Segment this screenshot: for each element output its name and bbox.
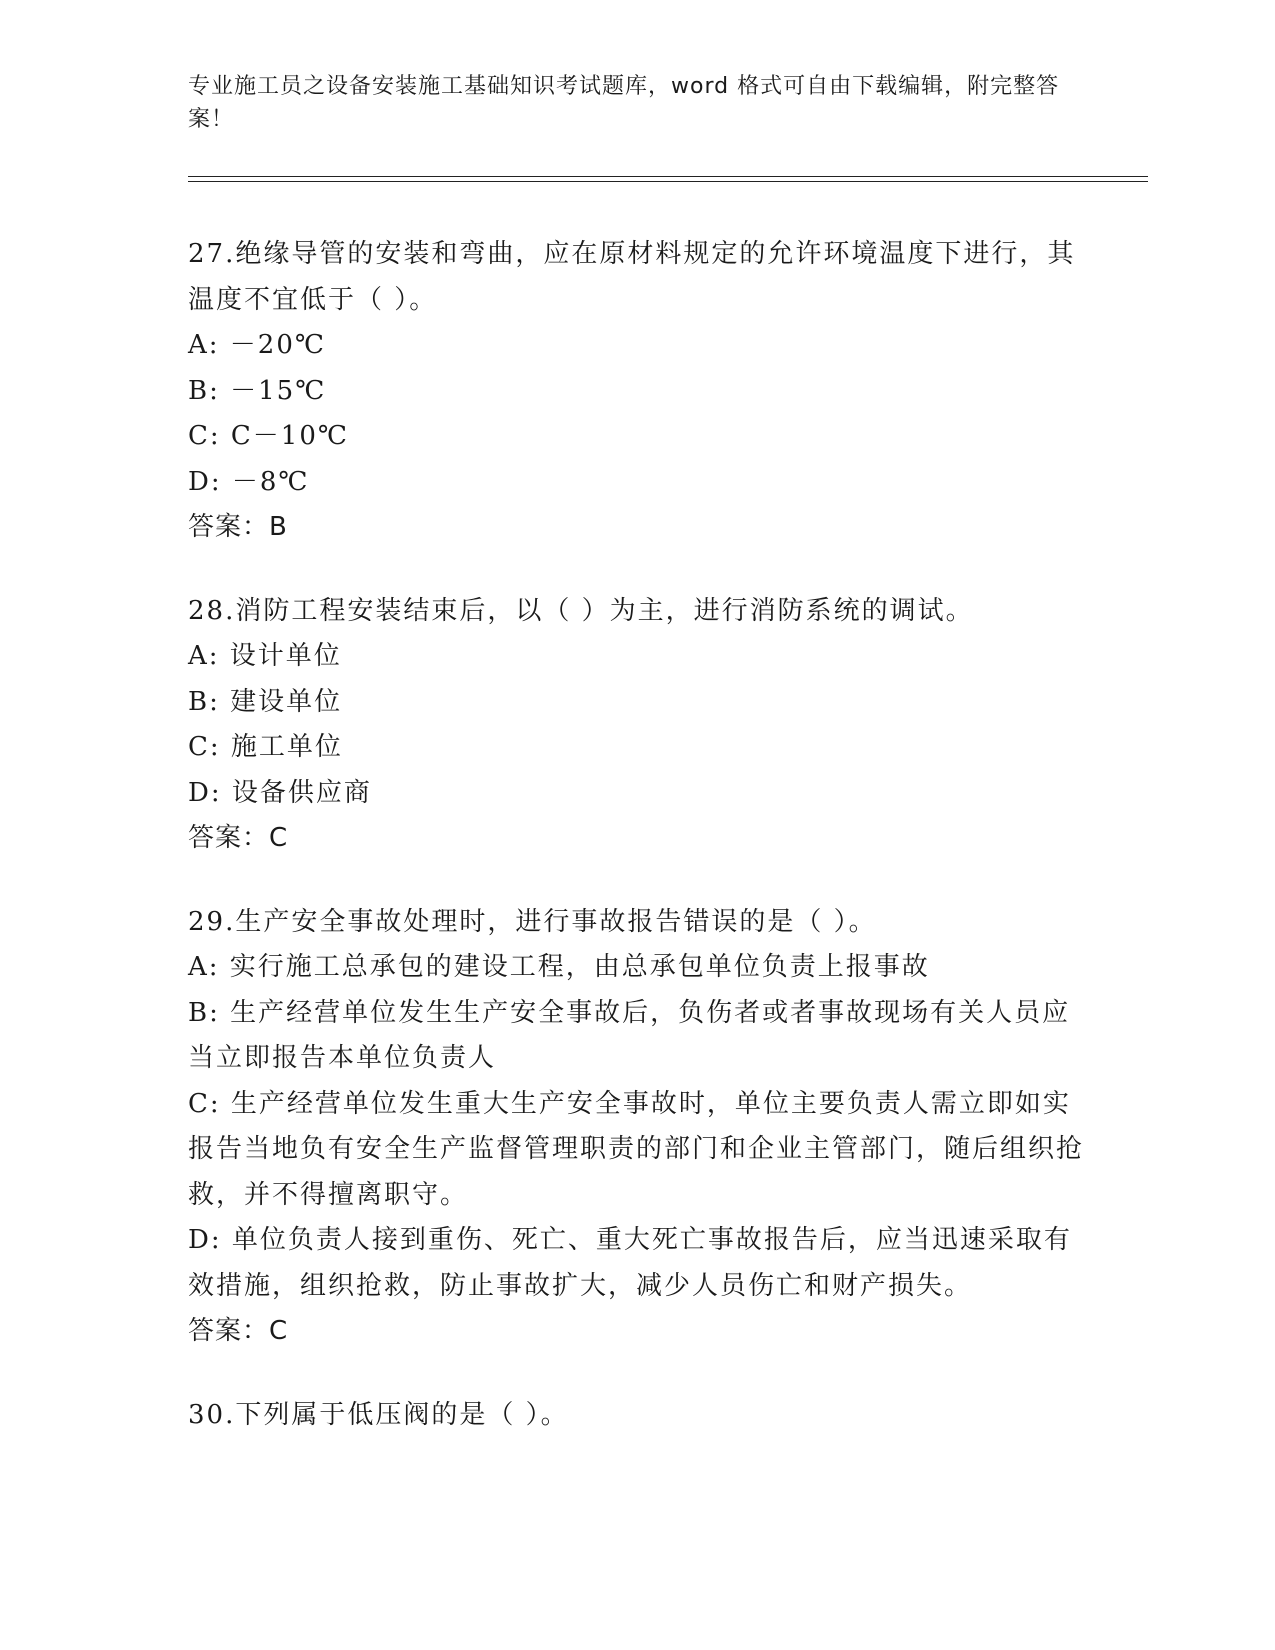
option-a: A: 设计单位 xyxy=(188,641,342,671)
option-d: D: 设备供应商 xyxy=(188,777,372,808)
option-c: C: 生产经营单位发生重大生产安全事故时，单位主要负责人需立即如实报告当地负有安全生产监督管理职责的部门和企业主管部门，随后组织抢救，并不得擅离职守。 xyxy=(188,1088,1085,1210)
option-b: B: 建设单位 xyxy=(188,686,343,717)
question-27 xyxy=(188,232,1088,551)
question-stem: 27.绝缘导管的安装和弯曲，应在原材料规定的允许环境温度下进行，其温度不宜低于（ ）。 xyxy=(188,239,1076,315)
header-rule-top xyxy=(188,176,1148,177)
question-stem: 29.生产安全事故处理时，进行事故报告错误的是（ ）。 xyxy=(188,906,877,937)
answer: 答案：C xyxy=(188,1316,289,1346)
answer: 答案：B xyxy=(188,512,288,542)
answer: 答案：C xyxy=(188,823,289,853)
option-d: D: －8℃ xyxy=(188,466,310,497)
option-b: B: －15℃ xyxy=(188,375,327,406)
header-rule-bottom xyxy=(188,181,1148,182)
question-list xyxy=(188,232,1088,1476)
question-28 xyxy=(188,589,1088,862)
option-a: A: 实行施工总承包的建设工程，由总承包单位负责上报事故 xyxy=(188,952,930,982)
question-30 xyxy=(188,1393,1088,1439)
question-stem: 30.下列属于低压阀的是（ ）。 xyxy=(188,1399,569,1430)
option-b: B: 生产经营单位发生生产安全事故后，负伤者或者事故现场有关人员应当立即报告本单位负责人 xyxy=(188,997,1071,1073)
document-header: 专业施工员之设备安装施工基础知识考试题库，word 格式可自由下载编辑，附完整答案！ xyxy=(188,74,1060,132)
question-29 xyxy=(188,900,1088,1355)
option-c: C: C－10℃ xyxy=(188,421,349,451)
option-d: D: 单位负责人接到重伤、死亡、重大死亡事故报告后，应当迅速采取有效措施，组织抢救，防止事故扩大，减少人员伤亡和财产损失。 xyxy=(188,1225,1072,1301)
question-stem: 28.消防工程安装结束后，以（ ）为主，进行消防系统的调试。 xyxy=(188,595,974,626)
option-a: A: －20℃ xyxy=(188,330,326,360)
option-c: C: 施工单位 xyxy=(188,732,343,762)
